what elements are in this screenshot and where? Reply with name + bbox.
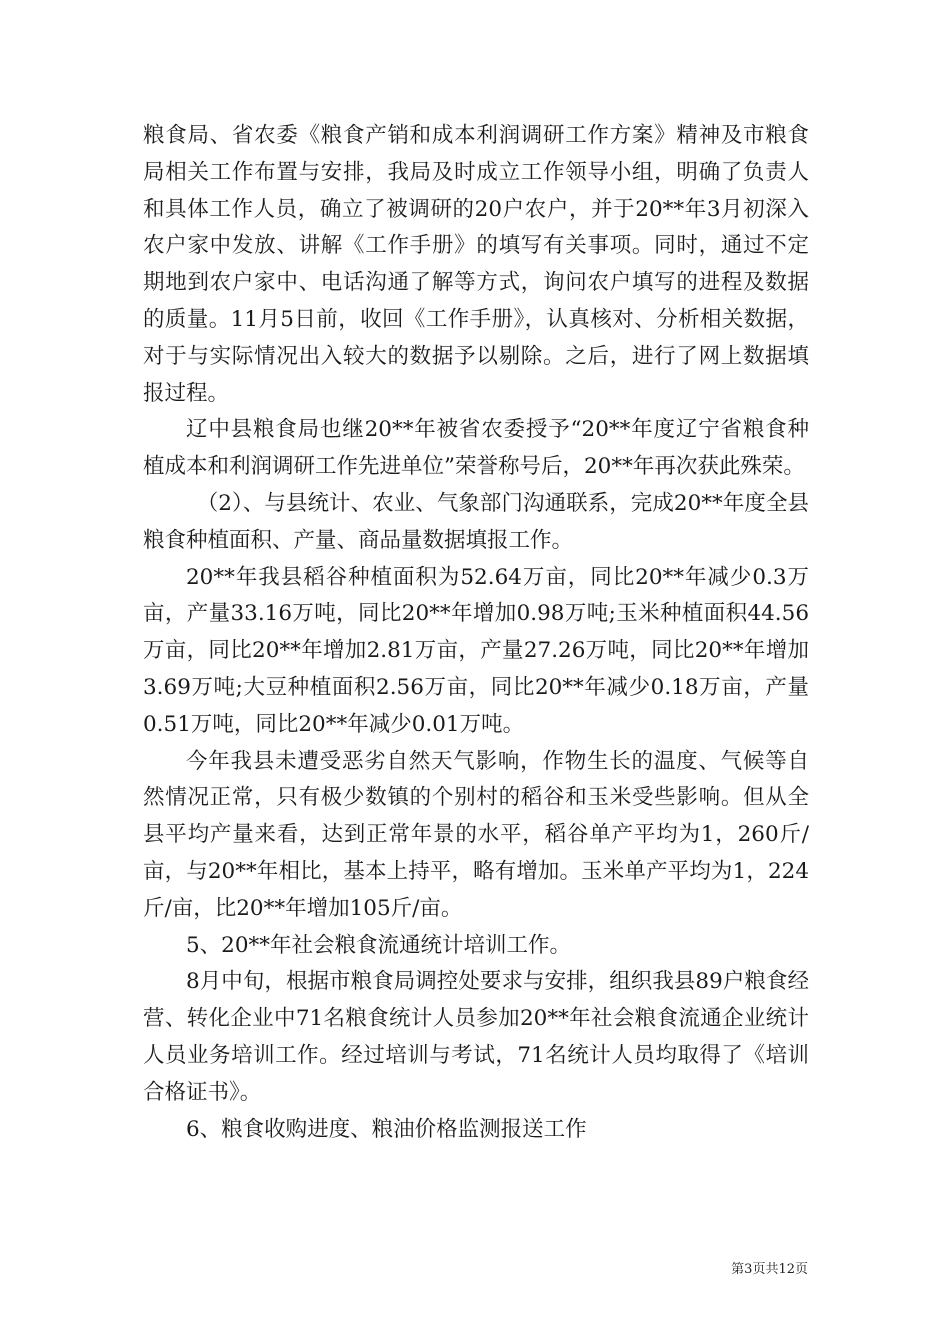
section-heading-5: 5、20**年社会粮食流通统计培训工作。 [186, 932, 572, 958]
paragraph-survey-work: 粮食局、省农委《粮食产销和成本利润调研工作方案》精神及市粮食局相关工作布置与安排，我局及时成立工作领导小组，明确了负责人和具体工作人员，确立了被调研的20户农户，并于20**年3月初深入农户家中发放、讲解《工作手册》的填写有关事项。同时，通过不定期地到农户家中、电话沟通了解等方式，询问农户填写的进程及数据的质量。11月5日前，收回《工作手册》，认真核对、分析相关数据，对于与实际情况出入较大的数据予以剔除。之后，进行了网上数据填报过程。 [143, 123, 809, 406]
paragraph-training: 8月中旬，根据市粮食局调控处要求与安排，组织我县89户粮食经营、转化企业中71名粮食统计人员参加20**年社会粮食流通企业统计人员业务培训工作。经过培训与考试，71名统计人员均取得了《培训合格证书》。 [143, 969, 809, 1105]
page-number-footer: 第3页共12页 [731, 1262, 808, 1277]
document-body [143, 118, 809, 1148]
section-heading-6: 6、粮食收购进度、粮油价格监测报送工作 [186, 1116, 587, 1142]
paragraph-award: 辽中县粮食局也继20**年被省农委授予“20**年度辽宁省粮食种植成本和利润调研工作先进单位”荣誉称号后，20**年再次获此殊荣。 [143, 417, 809, 480]
paragraph-planting-statistics: 20**年我县稻谷种植面积为52.64万亩，同比20**年减少0.3万亩，产量33.16万吨，同比20**年增加0.98万吨;玉米种植面积44.56万亩，同比20**年增加2.81万亩，产量27.26万吨，同比20**年增加3.69万吨;大豆种植面积2.56万亩，同比20**年减少0.18万亩，产量0.51万吨，同比20**年减少0.01万吨。 [143, 564, 809, 737]
paragraph-yield-analysis: 今年我县未遭受恶劣自然天气影响，作物生长的温度、气候等自然情况正常，只有极少数镇的个别村的稻谷和玉米受些影响。但从全县平均产量来看，达到正常年景的水平，稻谷单产平均为1，260斤/亩，与20**年相比，基本上持平，略有增加。玉米单产平均为1，224斤/亩，比20**年增加105斤/亩。 [143, 748, 809, 921]
paragraph-section-2-heading: （2）、与县统计、农业、气象部门沟通联系，完成20**年度全县粮食种植面积、产量、商品量数据填报工作。 [143, 490, 809, 553]
